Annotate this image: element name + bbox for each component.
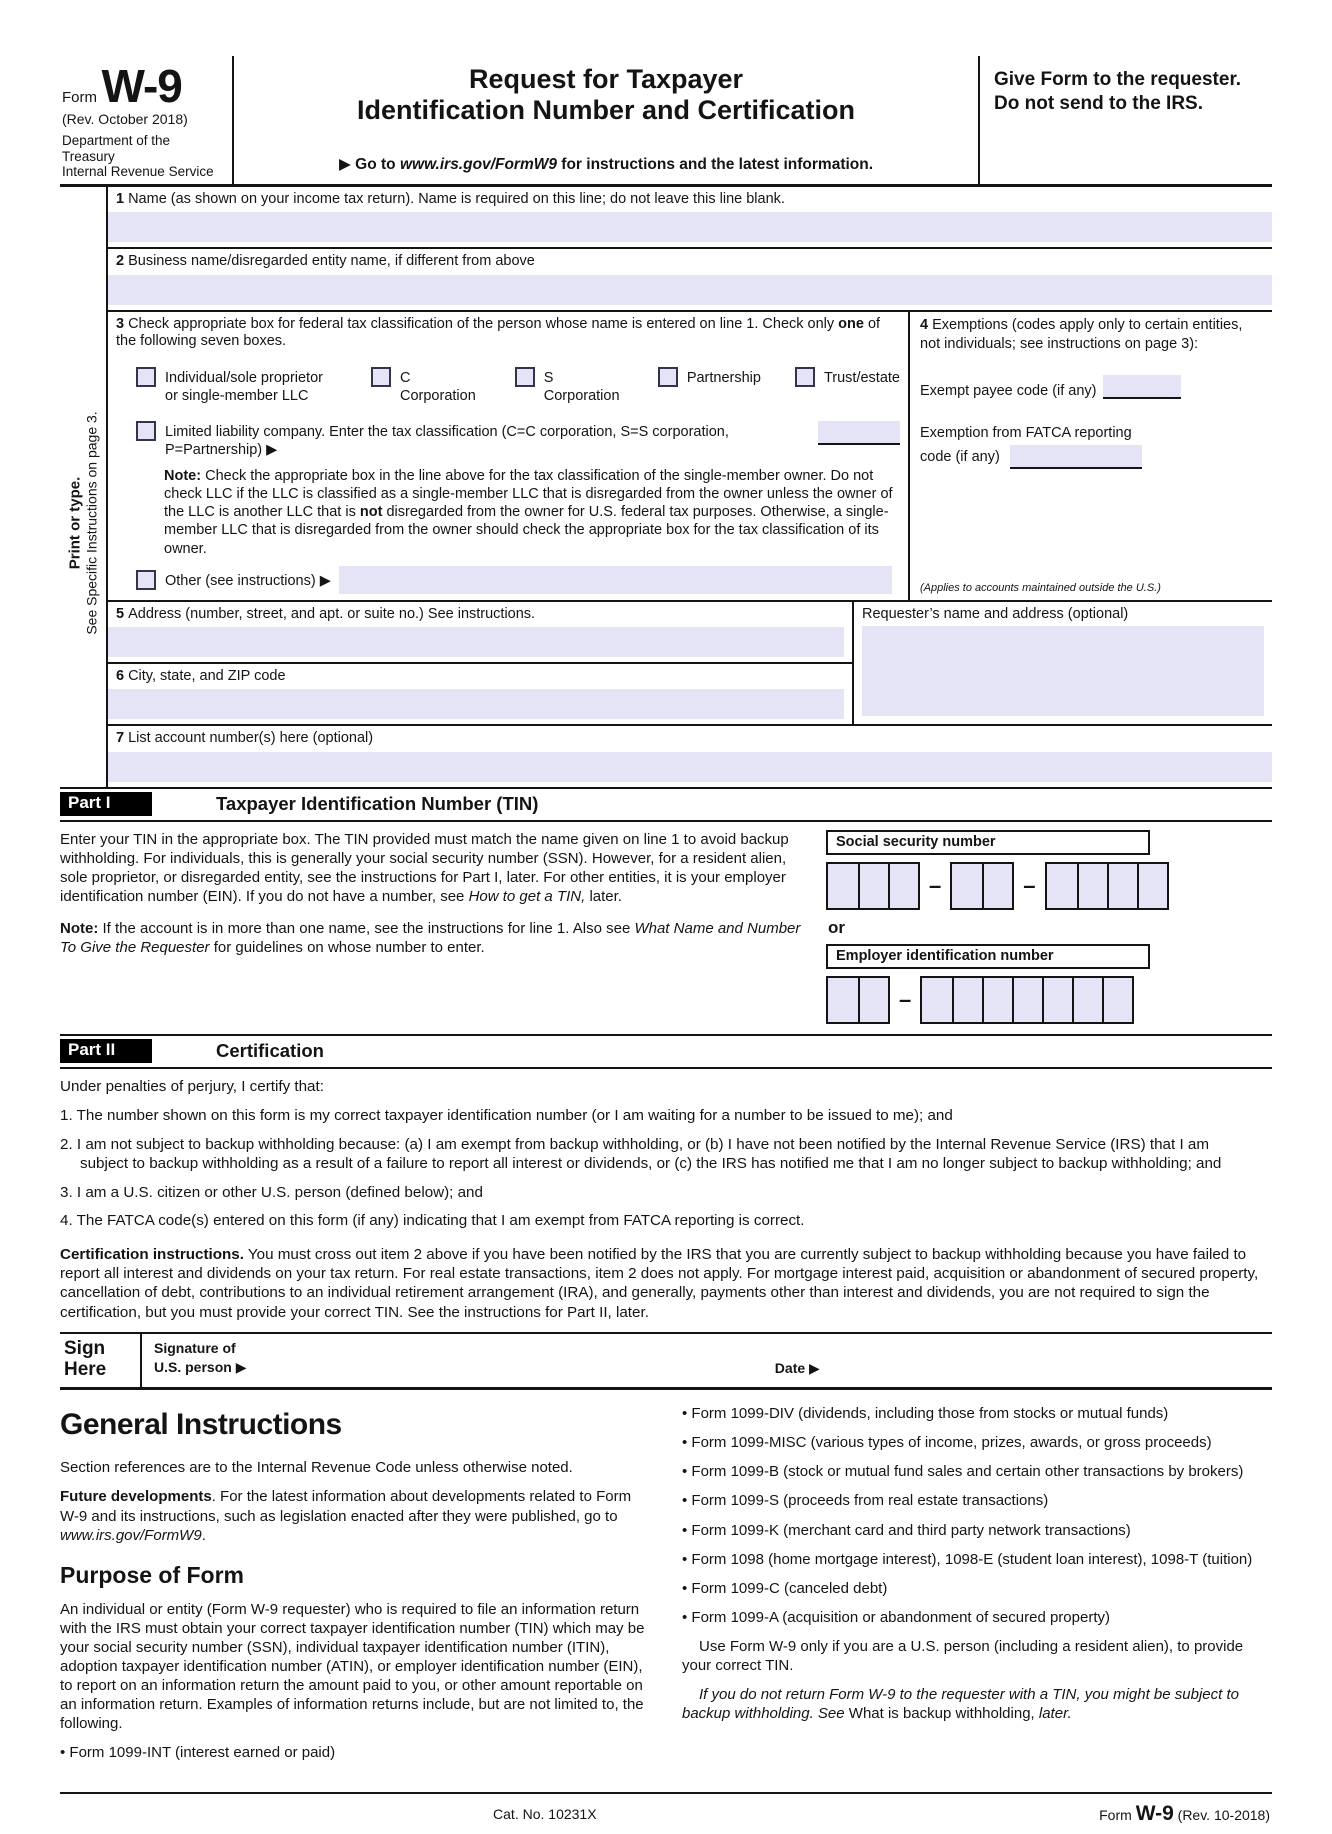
exempt-payee-code-input[interactable] <box>1103 375 1181 399</box>
part2-header <box>60 1036 1272 1069</box>
requester-name-address-input[interactable] <box>862 626 1264 717</box>
fatca-code-input[interactable] <box>1010 445 1142 469</box>
certification-intro: Under penalties of perjury, I certify that: <box>60 1077 324 1095</box>
business-name-input[interactable] <box>108 275 1272 305</box>
line3-label: 3 Check appropriate box for federal tax classification of the person whose name is entered on line 1. Check only one of the following seven boxes. <box>116 315 881 350</box>
requester-label: Requester’s name and address (optional) <box>862 605 1129 622</box>
part1-instructions <box>60 830 820 1024</box>
certification-item-1: 1. The number shown on this form is my correct taxpayer identification number (or I am waiting for a number to be issued to me); and <box>60 1107 953 1125</box>
line6-label: 6 City, state, and ZIP code <box>116 668 286 685</box>
part2-title: Certification <box>216 1039 324 1061</box>
service-line: Internal Revenue Service <box>62 164 214 180</box>
llc-note: Note: Check the appropriate box in the line above for the tax classification of the single-member owner. Do not check LLC if the LLC is classified as a single-member LLC that is disregarded from the owner unless the owner of the LLC is another LLC that is not disregarded from the owner for U.S. federal tax purposes. Otherwise, a single-member LLC that is disregarded from the owner should check the appropriate box for the tax classification of its owner. <box>164 468 893 557</box>
arrow-icon: ▶ <box>338 155 351 173</box>
fatca-label-line1: Exemption from FATCA reporting <box>920 425 1132 442</box>
ein-cell[interactable] <box>858 978 888 1022</box>
checkbox-c-corporation[interactable] <box>371 367 391 387</box>
ssn-cell[interactable] <box>858 864 888 908</box>
classification-llc <box>108 411 908 459</box>
general-instructions-heading: General Instructions <box>60 1408 342 1442</box>
checkbox-s-corporation-label: S Corporation <box>543 369 620 404</box>
checkbox-partnership[interactable] <box>658 367 678 387</box>
form-title: Request for Taxpayer Identification Number and Certification <box>356 64 856 126</box>
checkbox-other[interactable] <box>136 570 156 590</box>
arrow-icon: ▶ <box>235 1359 247 1376</box>
classification-trust-estate <box>795 367 900 387</box>
checkbox-trust-estate[interactable] <box>795 367 815 387</box>
arrow-icon: ▶ <box>809 1360 820 1377</box>
tin-boxes <box>820 830 1272 1024</box>
ein-cell[interactable] <box>952 978 982 1022</box>
checkbox-individual-label: Individual/sole proprietor or single-member LLC <box>165 369 323 404</box>
ssn-cell[interactable] <box>888 864 918 908</box>
ein-cell[interactable] <box>1072 978 1102 1022</box>
ein-cell[interactable] <box>922 978 952 1022</box>
line3-line4-row <box>108 312 1272 602</box>
ein-cell[interactable] <box>828 978 858 1022</box>
checkbox-llc[interactable] <box>136 421 156 441</box>
ssn-dash: – <box>1023 872 1036 898</box>
use-form-paragraph: Use Form W-9 only if you are a U.S. person (including a resident alien), to provide your correct TIN. <box>682 1637 1244 1674</box>
account-numbers-input[interactable] <box>108 752 1272 782</box>
signature-label: Signature of U.S. person ▶ <box>154 1340 247 1376</box>
backup-withholding-warning: If you do not return Form W-9 to the requester with a TIN, you might be subject to backup withholding. See What is backup withholding, later. <box>682 1685 1239 1722</box>
footer-form-id: Form W-9 (Rev. 10-2018) <box>1099 1802 1270 1826</box>
ssn-cell[interactable] <box>1077 864 1107 908</box>
ein-cell[interactable] <box>1042 978 1072 1022</box>
ssn-cell[interactable] <box>952 864 982 908</box>
certification-item-2: 2. I am not subject to backup withholding because: (a) I am exempt from backup withholding, or (b) I have not been notified by the Internal Revenue Service (IRS) that I am subject to backup withholding as a result of a failure to report all interest or dividends, or (c) the IRS has notified me that I am no longer subject to backup withholding; and <box>60 1135 1222 1173</box>
part1-note: Note: If the account is in more than one name, see the instructions for line 1. Also see What Name and Number To Give the Requester for guidelines on whose number to enter. <box>60 919 801 956</box>
city-state-zip-input[interactable] <box>108 689 844 719</box>
fatca-row <box>920 423 1262 469</box>
sign-here-section <box>60 1334 1272 1390</box>
llc-label: Limited liability company. Enter the tax classification (C=C corporation, S=S corporation, P=Partnership) ▶ <box>165 423 729 458</box>
classification-c-corporation <box>371 367 481 405</box>
name-input[interactable] <box>108 212 1272 242</box>
ein-cell[interactable] <box>1102 978 1132 1022</box>
line7-label: 7 List account number(s) here (optional) <box>116 730 374 747</box>
form-title-block <box>234 56 980 184</box>
fatca-label-line2: code (if any) <box>920 449 1000 466</box>
classification-checkboxes <box>108 353 908 411</box>
ein-cell[interactable] <box>1012 978 1042 1022</box>
other-classification-input[interactable] <box>339 566 892 594</box>
certification-instructions: Certification instructions. You must cross out item 2 above if you have been notified by the IRS that you are currently subject to backup withholding because you have failed to report all interest and dividends on your tax return. For real estate transactions, item 2 does not apply. For mortgage interest paid, acquisition or abandonment of secured property, cancellation of debt, contributions to an individual retirement arrangement (IRA), and generally, payments other than interest and dividends, you are not required to sign the certification, but you must provide your correct TIN. See the instructions for Part II, later. <box>60 1245 1259 1321</box>
ssn-cell[interactable] <box>1137 864 1167 908</box>
line1-label: 1 Name (as shown on your income tax return). Name is required on this line; do not leave this line blank. <box>116 190 785 207</box>
form-list-item: • Form 1099-INT (interest earned or paid) <box>60 1743 648 1762</box>
give-form-note: Give Form to the requester. Do not send to the IRS. <box>994 69 1242 114</box>
llc-classification-input[interactable] <box>818 421 900 445</box>
classification-partnership <box>658 367 761 387</box>
part1-header <box>60 789 1272 822</box>
form-list-item: • Form 1099-B (stock or mutual fund sales and certain other transactions by brokers) <box>682 1462 1270 1481</box>
address-input[interactable] <box>108 627 844 657</box>
entity-info-section <box>60 187 1272 789</box>
form-list-item: • Form 1099-C (canceled debt) <box>682 1579 1270 1598</box>
w9-form <box>60 56 1272 1834</box>
ssn-cell[interactable] <box>1107 864 1137 908</box>
classification-individual <box>136 367 337 405</box>
form-list-item: • Form 1099-DIV (dividends, including those from stocks or mutual funds) <box>682 1404 1270 1423</box>
form-list-item: • Form 1099-S (proceeds from real estate transactions) <box>682 1491 1270 1510</box>
line2-row <box>108 249 1272 311</box>
form-id-block <box>60 56 234 184</box>
or-label: or <box>828 917 845 937</box>
general-instructions-section <box>60 1390 1272 1790</box>
irs-url: www.irs.gov/FormW9 <box>399 155 557 173</box>
arrow-icon: ▶ <box>319 572 331 589</box>
ein-cells <box>826 976 1272 1024</box>
exempt-payee-label: Exempt payee code (if any) <box>920 383 1097 400</box>
page-footer <box>60 1792 1272 1834</box>
line1-row <box>108 187 1272 249</box>
checkbox-c-corporation-label: C Corporation <box>400 369 476 404</box>
part1-title: Taxpayer Identification Number (TIN) <box>216 792 539 814</box>
checkbox-individual[interactable] <box>136 367 156 387</box>
ssn-cell[interactable] <box>1047 864 1077 908</box>
ssn-cell[interactable] <box>982 864 1012 908</box>
part2-body <box>60 1069 1272 1335</box>
certification-item-4: 4. The FATCA code(s) entered on this form (if any) indicating that I am exempt from FATCA reporting is correct. <box>60 1212 805 1230</box>
date-label: Date ▶ <box>774 1360 820 1377</box>
print-or-type-gutter <box>60 187 108 787</box>
part1-badge: Part I <box>60 792 152 816</box>
ein-label: Employer identification number <box>826 944 1150 969</box>
requester-box <box>852 602 1272 725</box>
form-list-item: • Form 1099-A (acquisition or abandonment of secured property) <box>682 1608 1270 1627</box>
applies-outside-us-note: (Applies to accounts maintained outside the U.S.) <box>920 581 1161 594</box>
purpose-paragraph: An individual or entity (Form W-9 requester) who is required to file an information return with the IRS must obtain your correct taxpayer identification number (TIN) which may be your social security number (SSN), individual taxpayer identification number (ITIN), adoption taxpayer identification number (ATIN), or employer identification number (EIN), to report on an information return the amount paid to you, or other amount reportable on an information return. Examples of information returns include, but are not limited to, the following. <box>60 1600 645 1733</box>
form-word: Form <box>62 89 97 106</box>
checkbox-trust-estate-label: Trust/estate <box>823 369 900 386</box>
line2-label: 2 Business name/disregarded entity name, if different from above <box>116 253 535 270</box>
line7-row <box>108 726 1272 781</box>
part2-badge: Part II <box>60 1039 152 1063</box>
catalog-number: Cat. No. 10231X <box>493 1806 597 1823</box>
ein-dash: – <box>899 986 912 1012</box>
ssn-cells <box>826 862 1272 910</box>
ssn-dash: – <box>929 872 942 898</box>
line3-classification <box>108 312 910 600</box>
instructions-right-column <box>682 1404 1270 1772</box>
certification-item-3: 3. I am a U.S. citizen or other U.S. person (defined below); and <box>60 1183 483 1201</box>
arrow-icon: ▶ <box>266 441 278 458</box>
goto-instructions: ▶ Go to www.irs.gov/FormW9 for instructions and the latest information. <box>338 155 874 173</box>
form-number: W-9 <box>101 60 182 112</box>
checkbox-partnership-label: Partnership <box>686 369 761 386</box>
line4-label: 4 Exemptions (codes apply only to certain entities, not individuals; see instructions on page 3): <box>920 316 1243 352</box>
classification-s-corporation <box>515 367 624 405</box>
future-developments-paragraph: Future developments. For the latest information about developments related to Form W-9 and its instructions, such as legislation enacted after they were published, go to www.irs.gov/FormW9. <box>60 1488 632 1544</box>
form-list-item: • Form 1099-MISC (various types of income, prizes, awards, or gross proceeds) <box>682 1433 1270 1452</box>
department-line: Department of the Treasury <box>62 133 171 164</box>
print-or-type-note: Print or type. See Specific Instructions on page 3. <box>66 411 100 635</box>
line5-label: 5 Address (number, street, and apt. or suite no.) See instructions. <box>116 605 536 622</box>
line5-row <box>108 602 852 664</box>
purpose-of-form-heading: Purpose of Form <box>60 1561 245 1588</box>
form-list-item: • Form 1099-K (merchant card and third party network transactions) <box>682 1521 1270 1540</box>
signature-input[interactable] <box>392 1353 712 1379</box>
line4-exemptions <box>910 312 1272 600</box>
ein-cell[interactable] <box>982 978 1012 1022</box>
exempt-payee-row <box>920 375 1262 399</box>
part1-body <box>60 822 1272 1036</box>
sign-here-label: Sign Here <box>60 1334 142 1387</box>
form-header <box>60 56 1272 187</box>
line5-line6-row <box>108 602 1272 727</box>
section-references-paragraph: Section references are to the Internal Revenue Code unless otherwise noted. <box>60 1459 573 1477</box>
ssn-cell[interactable] <box>828 864 858 908</box>
instructions-left-column <box>60 1404 648 1772</box>
classification-other <box>108 558 908 594</box>
other-label: Other (see instructions) ▶ <box>165 572 331 589</box>
date-input[interactable] <box>843 1353 1262 1379</box>
part1-paragraph1: Enter your TIN in the appropriate box. The TIN provided must match the name given on line 1 to avoid backup withholding. For individuals, this is generally your social security number (SSN). However, for a resident alien, sole proprietor, or disregarded entity, see the instructions for Part I, later. For other entities, it is your employer identification number (EIN). If you do not have a number, see How to get a TIN, later. <box>60 830 789 906</box>
checkbox-s-corporation[interactable] <box>515 367 535 387</box>
form-list-item: • Form 1098 (home mortgage interest), 1098-E (student loan interest), 1098-T (tuition) <box>682 1550 1270 1569</box>
line6-row <box>108 664 852 719</box>
form-revision: (Rev. October 2018) <box>62 111 188 128</box>
ssn-label: Social security number <box>826 830 1150 855</box>
